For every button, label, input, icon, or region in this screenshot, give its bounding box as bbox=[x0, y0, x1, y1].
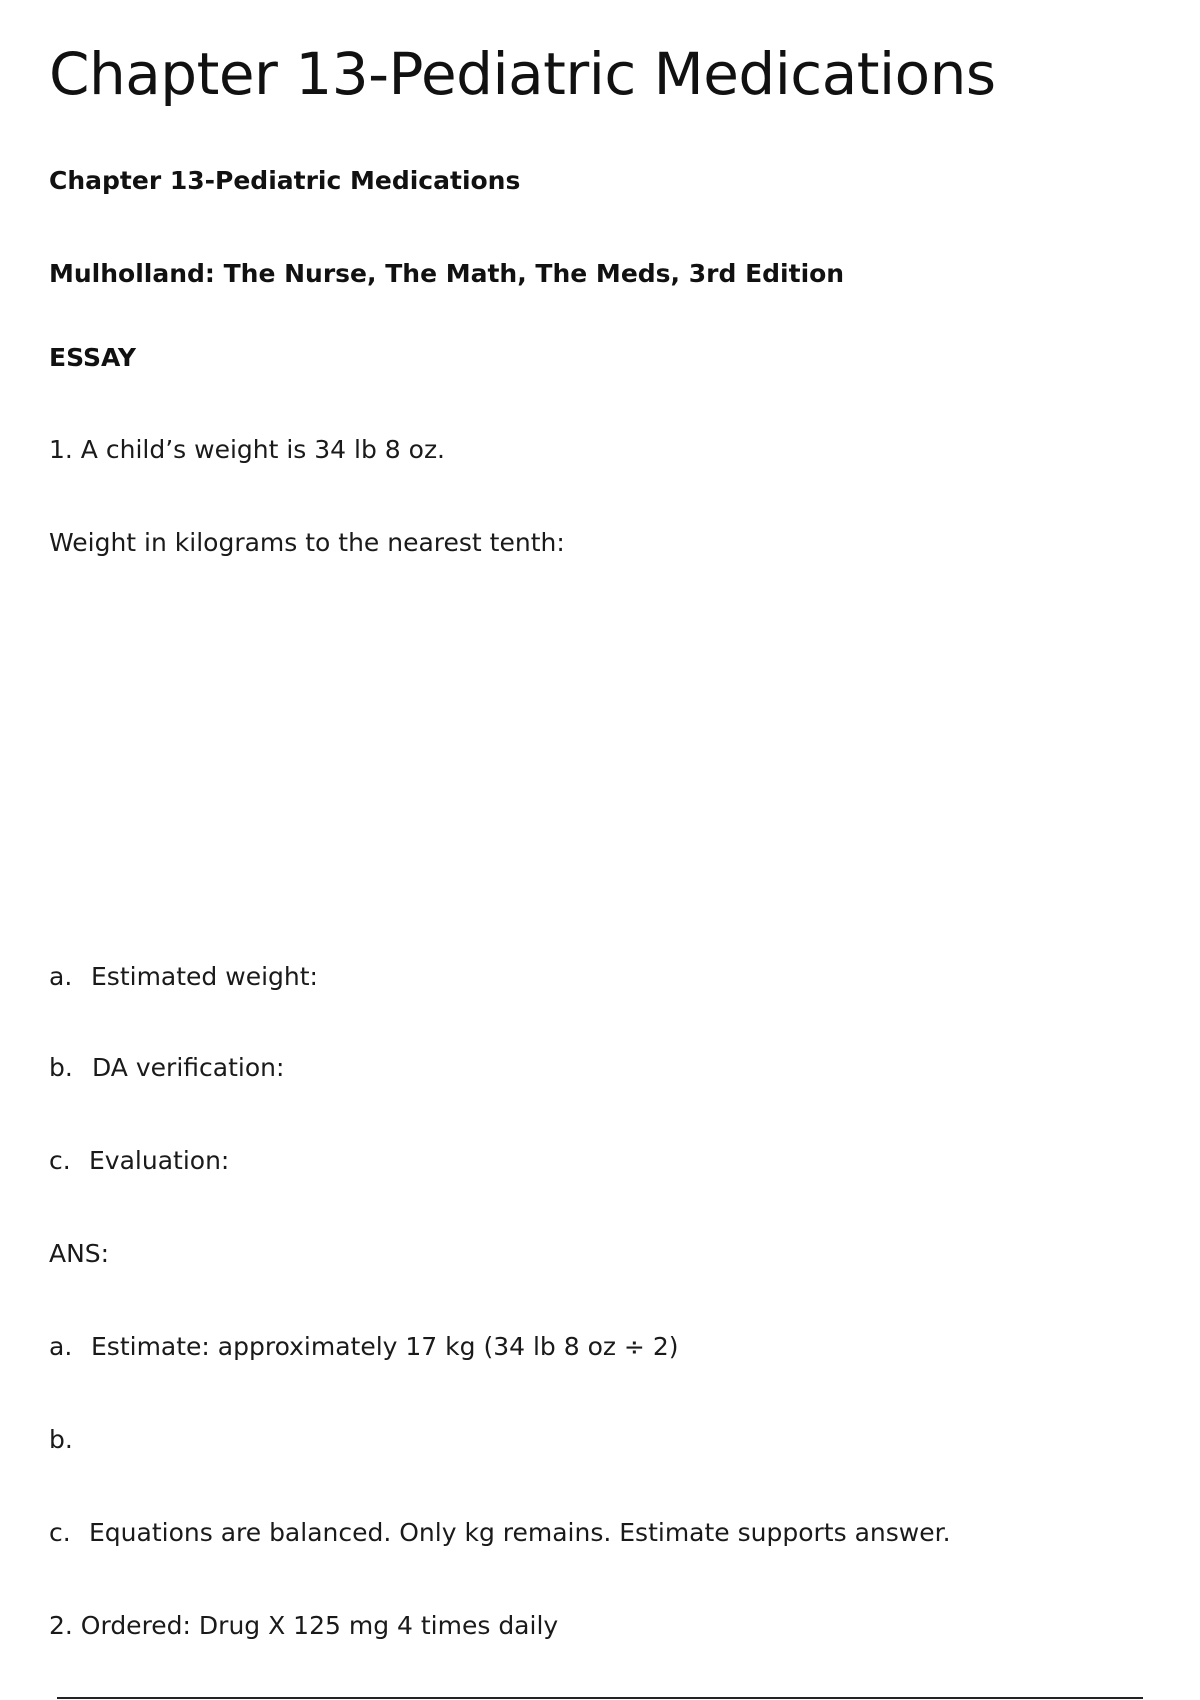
answer-marker: c. bbox=[49, 1518, 71, 1547]
part-text: Estimated weight: bbox=[91, 962, 318, 991]
answer-part-a bbox=[49, 1332, 679, 1361]
part-marker: c. bbox=[49, 1146, 71, 1175]
part-text: DA verification: bbox=[92, 1053, 285, 1082]
chapter-subtitle: Chapter 13-Pediatric Medications bbox=[49, 166, 521, 195]
bottom-rule-divider bbox=[57, 1697, 1143, 1699]
answer-text: Estimate: approximately 17 kg (34 lb 8 oz ÷ 2) bbox=[91, 1332, 679, 1361]
part-marker: a. bbox=[49, 962, 73, 991]
answer-marker: b. bbox=[49, 1425, 73, 1454]
question-1-part-a bbox=[49, 962, 318, 991]
book-reference: Mulholland: The Nurse, The Math, The Meds, 3rd Edition bbox=[49, 259, 845, 288]
answer-part-c bbox=[49, 1518, 951, 1547]
question-1-part-c bbox=[49, 1146, 229, 1175]
answer-part-b bbox=[49, 1425, 91, 1454]
part-marker: b. bbox=[49, 1053, 73, 1082]
question-1-part-b bbox=[49, 1053, 284, 1082]
question-1-prompt: 1. A child’s weight is 34 lb 8 oz. bbox=[49, 435, 446, 464]
answer-marker: a. bbox=[49, 1332, 73, 1361]
question-1-instruction: Weight in kilograms to the nearest tenth: bbox=[49, 528, 565, 557]
section-heading: ESSAY bbox=[49, 343, 137, 372]
page-title: Chapter 13-Pediatric Medications bbox=[49, 40, 996, 108]
answer-text: Equations are balanced. Only kg remains. Estimate supports answer. bbox=[89, 1518, 951, 1547]
question-2-prompt: 2. Ordered: Drug X 125 mg 4 times daily bbox=[49, 1611, 559, 1640]
part-text: Evaluation: bbox=[89, 1146, 230, 1175]
answer-label: ANS: bbox=[49, 1239, 110, 1268]
